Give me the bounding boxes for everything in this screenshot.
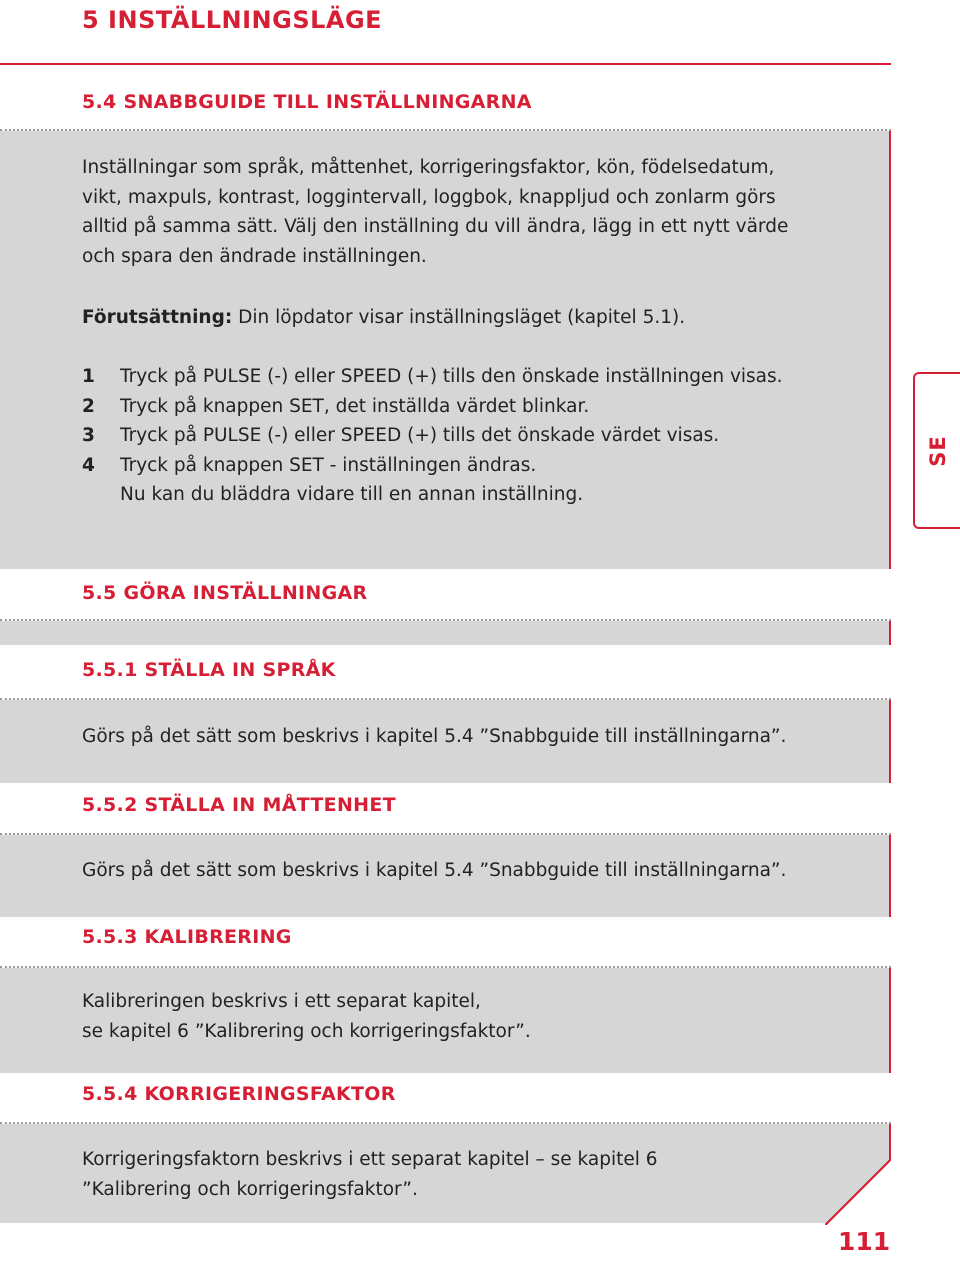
intro-line: Inställningar som språk, måttenhet, korrigeringsfaktor, kön, födelsedatum, — [82, 157, 775, 178]
page-number: 111 — [838, 1227, 891, 1256]
intro-line: vikt, maxpuls, kontrast, loggintervall, loggbok, knappljud och zonlarm görs — [82, 186, 776, 208]
section-5-5-1-heading: 5.5.1 STÄLLA IN SPRÅK — [82, 659, 336, 681]
language-tab-label: SE — [925, 434, 950, 467]
prerequisite-text: Din löpdator visar inställningsläget (kapitel 5.1). — [232, 307, 686, 328]
intro-line: alltid på samma sätt. Välj den inställning du vill ändra, lägg in ett nytt värde — [82, 216, 789, 237]
section-5-5-heading: 5.5 GÖRA INSTÄLLNINGAR — [82, 582, 368, 604]
step-number: 4 — [82, 454, 95, 476]
step-item — [82, 362, 783, 392]
section-5-4-intro — [82, 153, 872, 271]
step-item — [82, 392, 783, 422]
step-text: Tryck på knappen SET, det inställda värdet blinkar. — [120, 395, 590, 417]
step-text: Tryck på PULSE (-) eller SPEED (+) tills det önskade värdet visas. — [120, 425, 720, 446]
step-item — [82, 451, 783, 481]
text-line: ”Kalibrering och korrigeringsfaktor”. — [82, 1178, 418, 1200]
step-text: Tryck på PULSE (-) eller SPEED (+) tills den önskade inställningen visas. — [120, 366, 783, 387]
section-5-5-3-heading: 5.5.3 KALIBRERING — [82, 926, 292, 948]
prerequisite — [82, 303, 685, 333]
steps-list — [82, 362, 783, 510]
content-frame — [0, 63, 891, 1223]
section-5-5-2-heading: 5.5.2 STÄLLA IN MÅTTENHET — [82, 794, 396, 816]
language-tab — [913, 372, 960, 529]
step-item — [82, 480, 783, 510]
section-5-5-1-text: Görs på det sätt som beskrivs i kapitel 5.4 ”Snabbguide till inställningarna”. — [82, 726, 787, 747]
frame-corner-cut — [825, 1159, 891, 1225]
step-number — [82, 480, 120, 510]
text-line: Korrigeringsfaktorn beskrivs i ett separat kapitel – se kapitel 6 — [82, 1149, 658, 1170]
section-5-5-2-text: Görs på det sätt som beskrivs i kapitel 5.4 ”Snabbguide till inställningarna”. — [82, 860, 787, 881]
text-line: Kalibreringen beskrivs i ett separat kapitel, — [82, 991, 481, 1012]
chapter-title: 5 INSTÄLLNINGSLÄGE — [82, 6, 383, 34]
step-number: 2 — [82, 395, 95, 417]
step-number: 3 — [82, 425, 95, 446]
step-text: Tryck på knappen SET - inställningen ändras. — [120, 454, 537, 476]
section-5-5-4-text — [82, 1145, 658, 1204]
step-text: Nu kan du bläddra vidare till en annan inställning. — [120, 484, 584, 505]
section-5-4-heading: 5.4 SNABBGUIDE TILL INSTÄLLNINGARNA — [82, 91, 532, 113]
section-5-5-4-heading: 5.5.4 KORRIGERINGSFAKTOR — [82, 1083, 396, 1105]
prerequisite-label: Förutsättning: — [82, 307, 233, 328]
text-line: se kapitel 6 ”Kalibrering och korrigeringsfaktor”. — [82, 1020, 531, 1042]
section-5-5-3-text — [82, 987, 531, 1046]
step-number: 1 — [82, 366, 95, 387]
intro-line: och spara den ändrade inställningen. — [82, 245, 427, 267]
step-item — [82, 421, 783, 451]
